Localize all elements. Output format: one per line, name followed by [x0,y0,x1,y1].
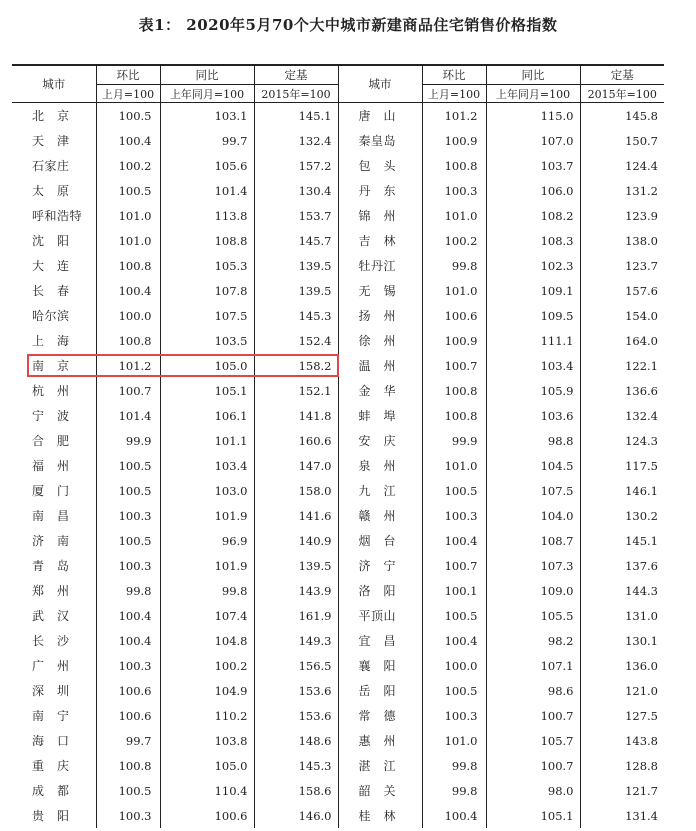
right-mom-value: 100.3 [422,703,486,728]
left-yoy-value: 103.8 [160,728,254,753]
left-yoy-value: 105.0 [160,753,254,778]
header-city-right: 城市 [338,65,422,103]
right-mom-value: 101.2 [422,103,486,129]
left-yoy-value: 101.1 [160,428,254,453]
left-yoy-value: 103.0 [160,478,254,503]
header-mom-right: 环比 [422,65,486,85]
left-yoy-value: 104.8 [160,628,254,653]
left-city-name: 石家庄 [32,159,70,173]
left-city-name: 大 连 [32,259,70,273]
right-yoy-value: 115.0 [486,103,580,129]
left-city-name: 天 津 [32,134,70,148]
right-mom-value: 99.8 [422,253,486,278]
right-city-name: 惠 州 [338,728,422,753]
header-mom-left: 环比 [96,65,160,85]
right-base-value: 124.4 [580,153,664,178]
table-row [12,578,664,603]
right-base-value: 154.0 [580,303,664,328]
right-yoy-value: 100.7 [486,753,580,778]
left-city-name: 合 肥 [32,434,70,448]
right-city-name: 锦 州 [338,203,422,228]
left-mom-value: 100.5 [96,103,160,129]
left-mom-value: 100.6 [96,678,160,703]
left-base-value: 145.1 [254,103,338,129]
left-mom-value: 100.0 [96,303,160,328]
right-mom-value: 101.0 [422,278,486,303]
header-base-sub-right: 2015年=100 [580,85,664,103]
right-mom-value: 100.5 [422,678,486,703]
left-yoy-value: 100.2 [160,653,254,678]
right-base-value: 150.7 [580,128,664,153]
right-base-value: 145.1 [580,528,664,553]
right-yoy-value: 107.3 [486,553,580,578]
right-city-name: 温 州 [338,353,422,378]
left-mom-value: 101.0 [96,203,160,228]
left-mom-value: 100.2 [96,153,160,178]
left-mom-value: 99.9 [96,428,160,453]
right-city-name: 襄 阳 [338,653,422,678]
header-mom-sub-left: 上月=100 [96,85,160,103]
left-base-value: 145.3 [254,753,338,778]
right-yoy-value: 107.5 [486,478,580,503]
left-base-value: 145.3 [254,303,338,328]
table-title: 表1： 2020年5月70个大中城市新建商品住宅销售价格指数 [138,16,558,34]
left-yoy-value: 96.9 [160,528,254,553]
right-city-name: 牡丹江 [338,253,422,278]
right-mom-value: 100.4 [422,628,486,653]
left-city-name: 太 原 [32,184,70,198]
left-yoy-value: 110.4 [160,778,254,803]
right-yoy-value: 105.9 [486,378,580,403]
right-base-value: 130.2 [580,503,664,528]
right-base-value: 131.0 [580,603,664,628]
right-yoy-value: 98.2 [486,628,580,653]
left-yoy-value: 110.2 [160,703,254,728]
right-base-value: 136.0 [580,653,664,678]
right-mom-value: 100.0 [422,653,486,678]
left-mom-value: 99.7 [96,728,160,753]
left-yoy-value: 107.8 [160,278,254,303]
right-base-value: 131.2 [580,178,664,203]
left-city-name: 武 汉 [32,609,70,623]
left-base-value: 157.2 [254,153,338,178]
header-city-left: 城市 [42,77,66,91]
right-mom-value: 100.8 [422,378,486,403]
table-row [12,303,664,328]
left-base-value: 152.1 [254,378,338,403]
left-city-name: 福 州 [32,459,70,473]
right-mom-value: 101.0 [422,728,486,753]
right-yoy-value: 105.7 [486,728,580,753]
left-yoy-value: 105.1 [160,378,254,403]
table-row [12,278,664,303]
left-base-value: 145.7 [254,228,338,253]
left-yoy-value: 103.5 [160,328,254,353]
right-base-value: 143.8 [580,728,664,753]
right-city-name: 秦皇岛 [338,128,422,153]
left-yoy-value: 101.9 [160,503,254,528]
left-city-name: 北 京 [32,109,70,123]
left-mom-value: 100.5 [96,528,160,553]
right-base-value: 138.0 [580,228,664,253]
left-mom-value: 100.5 [96,478,160,503]
table-row [12,153,664,178]
right-yoy-value: 111.1 [486,328,580,353]
left-base-value: 141.8 [254,403,338,428]
table-row [12,803,664,828]
left-yoy-value: 99.7 [160,128,254,153]
left-yoy-value: 104.9 [160,678,254,703]
right-mom-value: 99.9 [422,428,486,453]
left-base-value: 153.6 [254,678,338,703]
right-yoy-value: 108.2 [486,203,580,228]
right-yoy-value: 98.8 [486,428,580,453]
right-mom-value: 101.0 [422,203,486,228]
table-row [12,403,664,428]
left-city-name: 上 海 [32,334,70,348]
right-yoy-value: 107.1 [486,653,580,678]
right-city-name: 安 庆 [338,428,422,453]
right-yoy-value: 108.3 [486,228,580,253]
right-base-value: 122.1 [580,353,664,378]
left-yoy-value: 105.0 [160,353,254,378]
right-yoy-value: 103.6 [486,403,580,428]
table-row [12,253,664,278]
left-yoy-value: 105.3 [160,253,254,278]
right-mom-value: 100.3 [422,178,486,203]
right-city-name: 包 头 [338,153,422,178]
table-row [12,553,664,578]
left-yoy-value: 106.1 [160,403,254,428]
right-mom-value: 100.8 [422,153,486,178]
right-base-value: 137.6 [580,553,664,578]
left-city-name: 厦 门 [32,484,70,498]
left-city-name: 哈尔滨 [32,309,70,323]
table-row [12,378,664,403]
table-row [12,178,664,203]
table-row [12,103,664,129]
left-base-value: 132.4 [254,128,338,153]
left-yoy-value: 103.1 [160,103,254,129]
right-city-name: 赣 州 [338,503,422,528]
right-mom-value: 100.5 [422,603,486,628]
right-city-name: 济 宁 [338,553,422,578]
left-mom-value: 100.3 [96,653,160,678]
header-base-left: 定基 [254,65,338,85]
left-city-name: 南 京 [32,359,70,373]
price-index-table [12,64,664,828]
right-base-value: 131.4 [580,803,664,828]
left-city-name: 长 春 [32,284,70,298]
right-mom-value: 100.2 [422,228,486,253]
left-yoy-value: 101.4 [160,178,254,203]
left-base-value: 153.6 [254,703,338,728]
header-yoy-sub-left: 上年同月=100 [160,85,254,103]
left-base-value: 141.6 [254,503,338,528]
table-row [12,503,664,528]
right-city-name: 无 锡 [338,278,422,303]
header-base-sub-left: 2015年=100 [254,85,338,103]
header-yoy-right: 同比 [486,65,580,85]
table-row [12,778,664,803]
table-row [12,678,664,703]
left-yoy-value: 108.8 [160,228,254,253]
right-base-value: 121.7 [580,778,664,803]
right-mom-value: 100.7 [422,353,486,378]
left-yoy-value: 100.6 [160,803,254,828]
right-yoy-value: 104.0 [486,503,580,528]
left-base-value: 149.3 [254,628,338,653]
left-mom-value: 100.3 [96,803,160,828]
left-mom-value: 100.4 [96,128,160,153]
right-city-name: 九 江 [338,478,422,503]
left-mom-value: 100.4 [96,628,160,653]
right-city-name: 常 德 [338,703,422,728]
right-base-value: 145.8 [580,103,664,129]
left-base-value: 146.0 [254,803,338,828]
right-mom-value: 100.6 [422,303,486,328]
left-city-name: 郑 州 [32,584,70,598]
left-city-name: 海 口 [32,734,70,748]
right-mom-value: 100.9 [422,328,486,353]
right-base-value: 130.1 [580,628,664,653]
right-city-name: 桂 林 [338,803,422,828]
right-base-value: 146.1 [580,478,664,503]
left-city-name: 青 岛 [32,559,70,573]
left-base-value: 139.5 [254,253,338,278]
right-city-name: 洛 阳 [338,578,422,603]
right-base-value: 121.0 [580,678,664,703]
right-yoy-value: 103.7 [486,153,580,178]
table-row [12,753,664,778]
table-row [12,653,664,678]
right-base-value: 127.5 [580,703,664,728]
left-city-name: 长 沙 [32,634,70,648]
table-row [12,328,664,353]
left-mom-value: 101.2 [96,353,160,378]
right-base-value: 164.0 [580,328,664,353]
right-city-name: 蚌 埠 [338,403,422,428]
left-city-name: 呼和浩特 [32,209,83,223]
table-header [12,65,664,103]
left-yoy-value: 99.8 [160,578,254,603]
left-city-name: 贵 阳 [32,809,70,823]
left-base-value: 140.9 [254,528,338,553]
left-mom-value: 99.8 [96,578,160,603]
table-row [12,228,664,253]
right-base-value: 124.3 [580,428,664,453]
left-mom-value: 100.6 [96,703,160,728]
right-mom-value: 100.4 [422,528,486,553]
table-row [12,603,664,628]
left-base-value: 143.9 [254,578,338,603]
table-row [12,528,664,553]
right-mom-value: 100.5 [422,478,486,503]
left-mom-value: 101.4 [96,403,160,428]
left-base-value: 139.5 [254,553,338,578]
right-yoy-value: 109.5 [486,303,580,328]
right-mom-value: 100.1 [422,578,486,603]
left-city-name: 广 州 [32,659,70,673]
table-row [12,453,664,478]
right-mom-value: 99.8 [422,753,486,778]
right-city-name: 岳 阳 [338,678,422,703]
left-city-name: 成 都 [32,784,70,798]
right-yoy-value: 109.0 [486,578,580,603]
table-row [12,428,664,453]
left-mom-value: 101.0 [96,228,160,253]
right-mom-value: 100.9 [422,128,486,153]
right-base-value: 144.3 [580,578,664,603]
right-base-value: 117.5 [580,453,664,478]
left-mom-value: 100.5 [96,453,160,478]
left-yoy-value: 103.4 [160,453,254,478]
left-mom-value: 100.8 [96,253,160,278]
right-mom-value: 100.7 [422,553,486,578]
right-yoy-value: 103.4 [486,353,580,378]
left-city-name: 南 昌 [32,509,70,523]
right-city-name: 韶 关 [338,778,422,803]
left-base-value: 148.6 [254,728,338,753]
left-yoy-value: 107.4 [160,603,254,628]
left-mom-value: 100.8 [96,753,160,778]
left-mom-value: 100.5 [96,778,160,803]
right-yoy-value: 100.7 [486,703,580,728]
left-base-value: 139.5 [254,278,338,303]
right-base-value: 157.6 [580,278,664,303]
left-base-value: 156.5 [254,653,338,678]
table-row [12,478,664,503]
left-city-name: 济 南 [32,534,70,548]
right-city-name: 丹 东 [338,178,422,203]
right-yoy-value: 106.0 [486,178,580,203]
header-base-right: 定基 [580,65,664,85]
left-mom-value: 100.3 [96,503,160,528]
left-base-value: 158.2 [254,353,338,378]
table-row [12,703,664,728]
left-mom-value: 100.4 [96,603,160,628]
header-mom-sub-right: 上月=100 [422,85,486,103]
left-mom-value: 100.4 [96,278,160,303]
right-yoy-value: 98.6 [486,678,580,703]
right-base-value: 123.9 [580,203,664,228]
right-city-name: 烟 台 [338,528,422,553]
right-city-name: 徐 州 [338,328,422,353]
right-mom-value: 99.8 [422,778,486,803]
left-base-value: 153.7 [254,203,338,228]
left-mom-value: 100.5 [96,178,160,203]
left-city-name: 宁 波 [32,409,70,423]
left-yoy-value: 113.8 [160,203,254,228]
left-city-name: 重 庆 [32,759,70,773]
table-row [12,628,664,653]
left-base-value: 130.4 [254,178,338,203]
right-base-value: 136.6 [580,378,664,403]
right-city-name: 平顶山 [338,603,422,628]
left-base-value: 161.9 [254,603,338,628]
right-yoy-value: 105.5 [486,603,580,628]
right-base-value: 123.7 [580,253,664,278]
right-yoy-value: 102.3 [486,253,580,278]
table-row [12,128,664,153]
right-yoy-value: 109.1 [486,278,580,303]
table-row [12,203,664,228]
right-yoy-value: 108.7 [486,528,580,553]
left-city-name: 南 宁 [32,709,70,723]
right-city-name: 扬 州 [338,303,422,328]
left-city-name: 杭 州 [32,384,70,398]
right-city-name: 吉 林 [338,228,422,253]
left-yoy-value: 107.5 [160,303,254,328]
right-mom-value: 101.0 [422,453,486,478]
highlight-box [27,354,339,377]
left-city-name: 沈 阳 [32,234,70,248]
right-city-name: 泉 州 [338,453,422,478]
left-base-value: 158.0 [254,478,338,503]
table-body [12,103,664,829]
left-yoy-value: 101.9 [160,553,254,578]
right-city-name: 唐 山 [338,103,422,129]
right-yoy-value: 104.5 [486,453,580,478]
left-yoy-value: 105.6 [160,153,254,178]
header-yoy-left: 同比 [160,65,254,85]
right-mom-value: 100.3 [422,503,486,528]
right-base-value: 132.4 [580,403,664,428]
left-base-value: 152.4 [254,328,338,353]
left-mom-value: 100.7 [96,378,160,403]
left-base-value: 147.0 [254,453,338,478]
right-city-name: 湛 江 [338,753,422,778]
right-yoy-value: 107.0 [486,128,580,153]
left-mom-value: 100.3 [96,553,160,578]
right-city-name: 宜 昌 [338,628,422,653]
right-base-value: 128.8 [580,753,664,778]
left-city-name: 深 圳 [32,684,70,698]
left-base-value: 158.6 [254,778,338,803]
right-yoy-value: 98.0 [486,778,580,803]
right-mom-value: 100.4 [422,803,486,828]
right-city-name: 金 华 [338,378,422,403]
header-yoy-sub-right: 上年同月=100 [486,85,580,103]
right-yoy-value: 105.1 [486,803,580,828]
left-mom-value: 100.8 [96,328,160,353]
left-base-value: 160.6 [254,428,338,453]
right-mom-value: 100.8 [422,403,486,428]
table-row [12,728,664,753]
